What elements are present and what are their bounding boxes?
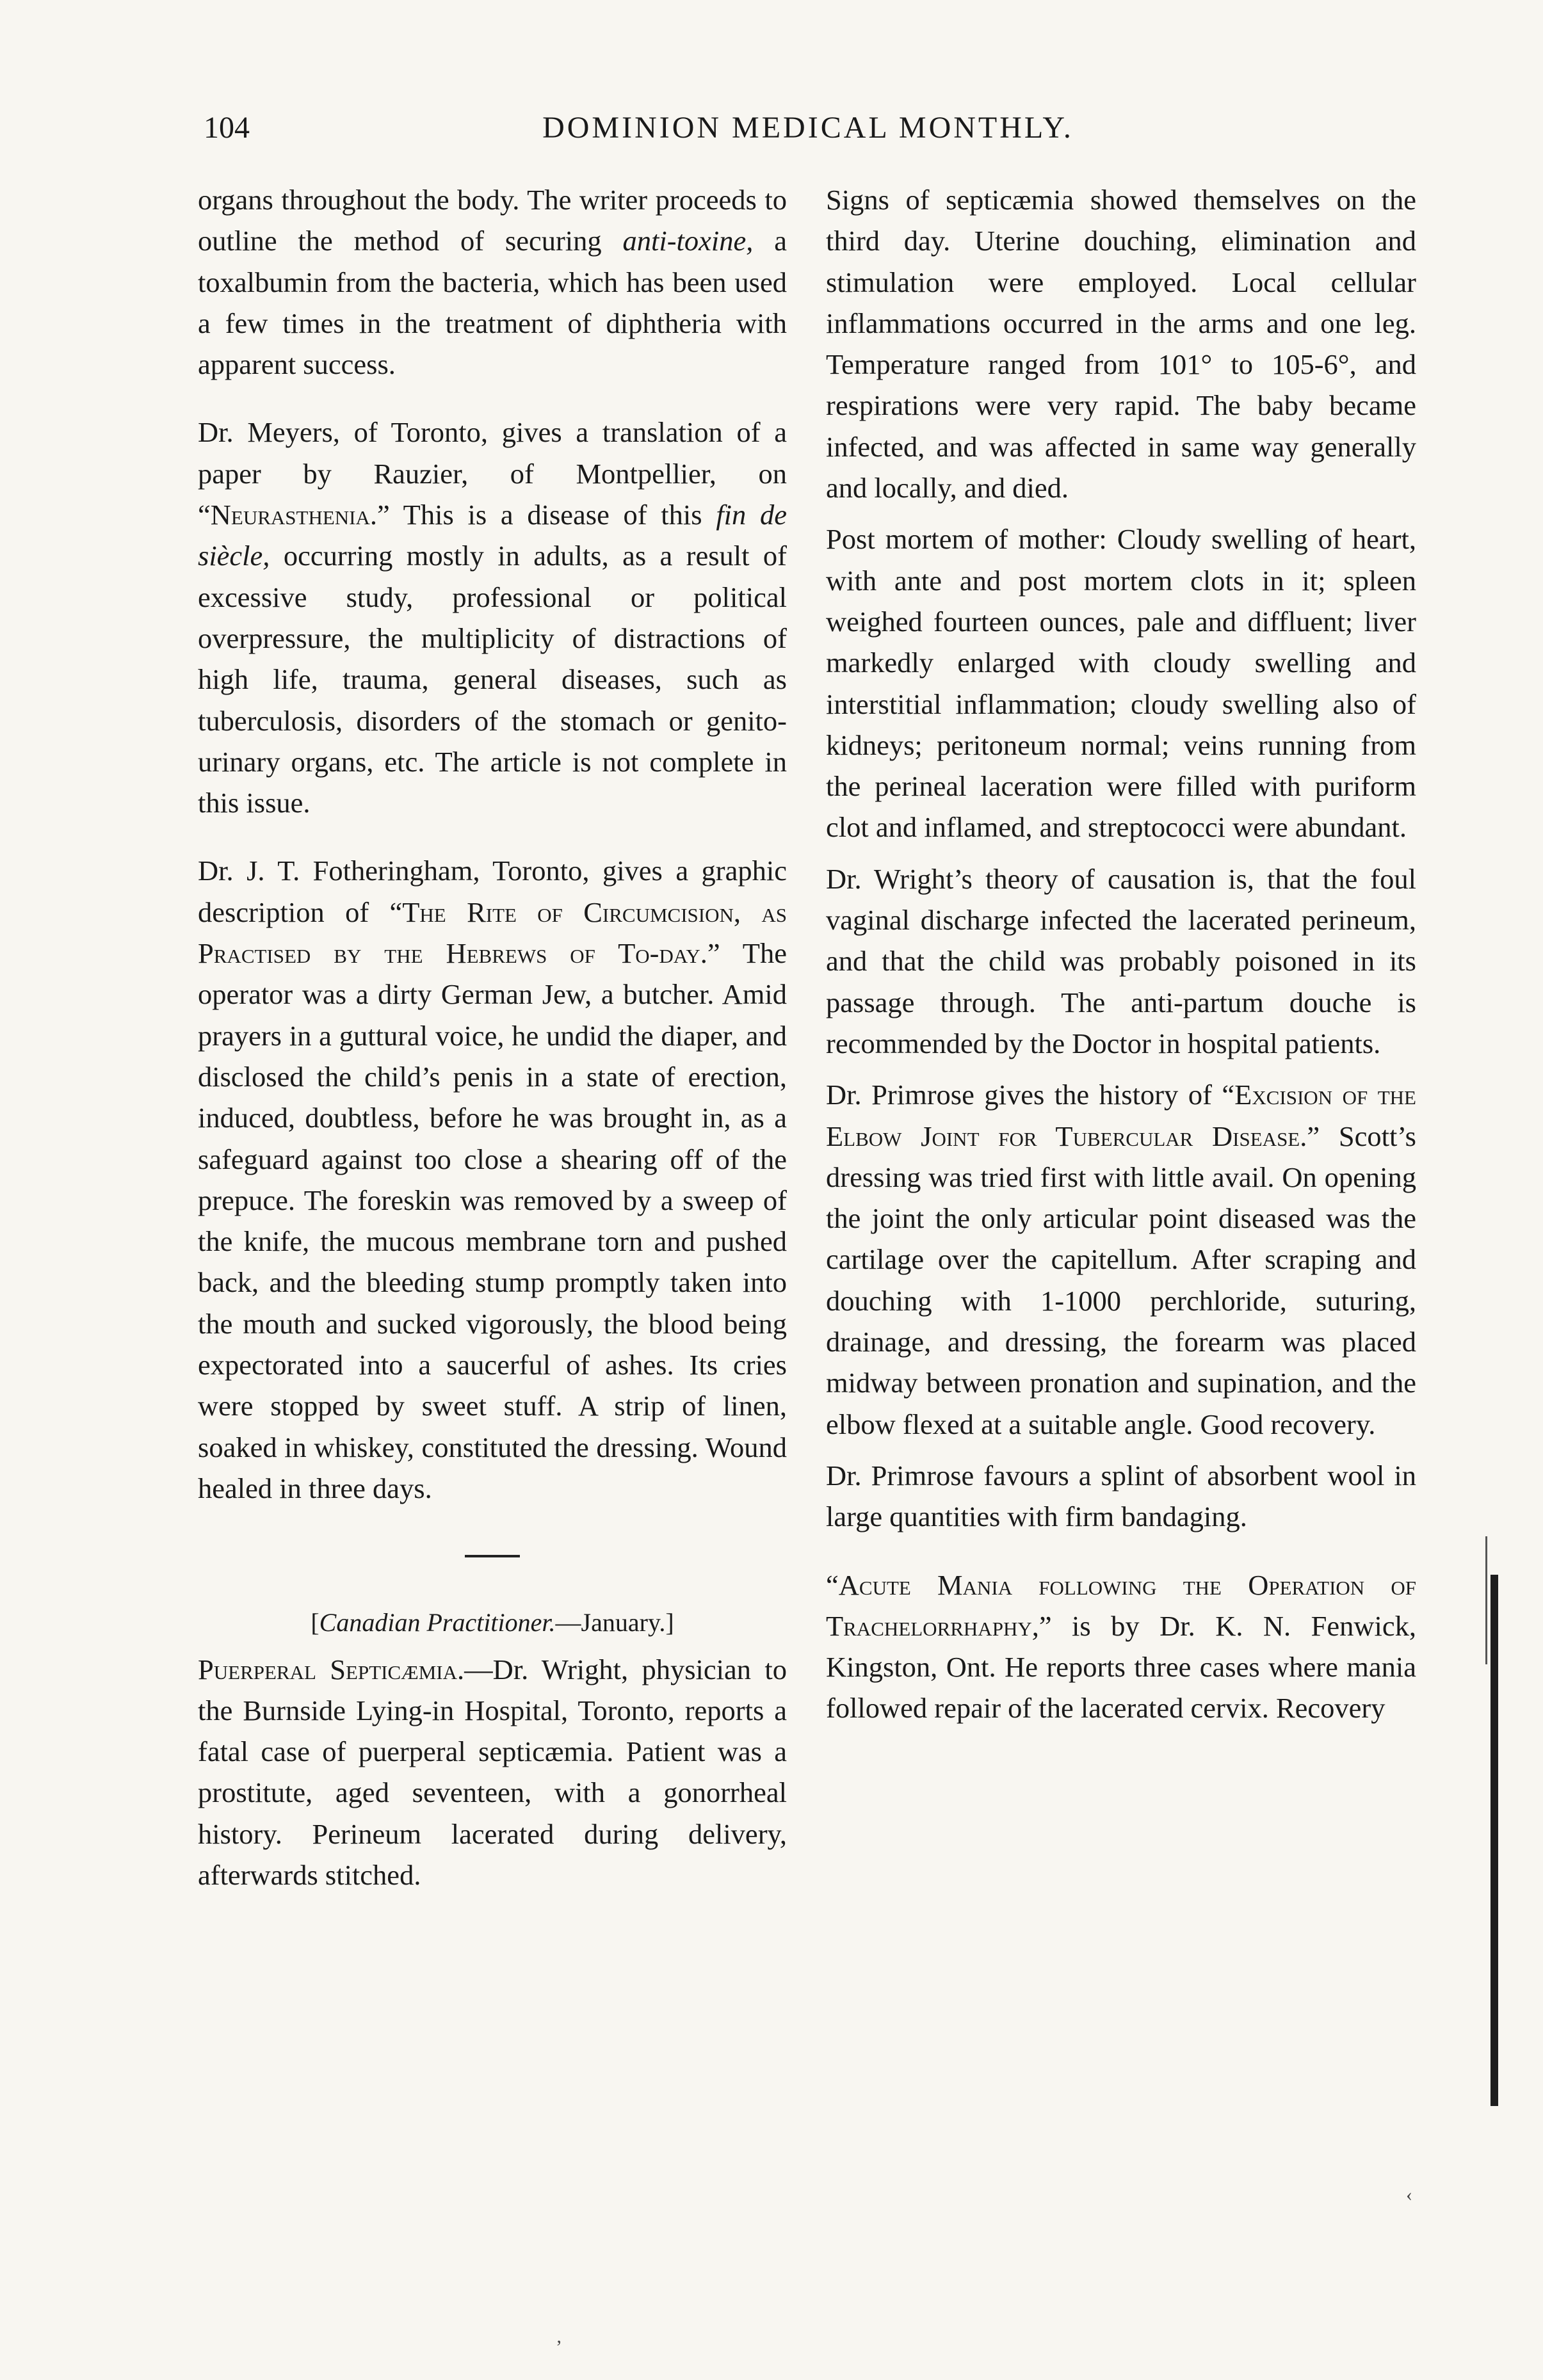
page-number: 104 <box>204 111 250 145</box>
paragraph-elbow-excision: Dr. Primrose gives the history of “Excision of the Elbow Joint for Tubercular Disease.” Scott’s dressing was tried first with little avail. On opening the joint the only articular point diseased was the cartilage over the capitellum. After scraping and douching with 1-1000 perchloride, suturing, drainage, and dressing, the forearm was placed midway between pronation and supination, and the elbow flexed at a suitable angle. Good recovery. <box>826 1079 1416 1440</box>
paragraph-puerperal-septicaemia: Puerperal Septicæmia.—Dr. Wright, physician to the Burnside Lying-in Hospital, Toronto, reports a fatal case of puerperal septicæmia. Patient was a prostitute, aged seventeen, with a gonorrheal history. Perineum lacerated during delivery, afterwards stitched. <box>198 1653 787 1891</box>
right-column <box>826 179 1416 1729</box>
paragraph-circumcision: Dr. J. T. Fotheringham, Toronto, gives a graphic description of “The Rite of Circumcision, as Practised by the Hebrews of To-day.” The operator was a dirty German Jew, a butcher. Amid prayers in a guttural voice, he undid the diaper, and disclosed the child’s penis in a state of erection, induced, doubtless, before he was brought in, as a safeguard against too close a shearing off of the prepuce. The foreskin was removed by a sweep of the knife, the mucous membrane torn and pushed back, and the bleeding stump promptly taken into the mouth and sucked vigorously, the blood being expectorated into a saucerful of ashes. Its cries were stopped by sweet stuff. A strip of linen, soaked in whiskey, constituted the dressing. Wound healed in three days. <box>198 855 787 1504</box>
paragraph-splint: Dr. Primrose favours a splint of absorbent wool in large quantities with firm bandaging. <box>826 1459 1416 1533</box>
paragraph-causation-theory: Dr. Wright’s theory of causation is, that the foul vaginal discharge infected the lacerated perineum, and that the child was probably poisoned in its passage through. The anti-partum douche is recommended by the Doctor in hospital patients. <box>826 862 1416 1059</box>
paragraph-antitoxine: organs throughout the body. The writer proceeds to outline the method of securing anti-toxine, a toxalbumin from the bacteria, which has been used a few times in the treatment of diphtheria with apparent success. <box>198 184 787 381</box>
scan-speck: ’ <box>556 2336 562 2358</box>
paragraph-septicaemia-signs: Signs of septicæmia showed themselves on the third day. Uterine douching, elimination and stimulation were employed. Local cellular inflammations occurred in the arms and one leg. Temperature ranged from 101° to 105-6°, and respirations were very rapid. The baby became infected, and was affected in same way generally and locally, and died. <box>826 184 1416 504</box>
source-citation: [Canadian Practitioner.—January.] <box>311 1608 674 1637</box>
scan-margin-line <box>1485 1536 1487 1664</box>
paragraph-acute-mania: “Acute Mania following the Operation of Trachelorrhaphy,” is by Dr. K. N. Fenwick, Kingston, Ont. He reports three cases where mania followed repair of the lacerated cervix. Recovery <box>826 1568 1416 1725</box>
scan-binding-mark <box>1490 1575 1498 2106</box>
paragraph-neurasthenia: Dr. Meyers, of Toronto, gives a translation of a paper by Rauzier, of Montpellier, on “Neurasthenia.” This is a disease of this fin de siècle, occurring mostly in adults, as a result of excessive study, professional or political overpressure, the multiplicity of distractions of high life, trauma, general diseases, such as tuberculosis, disorders of the stomach or genito-urinary organs, etc. The article is not complete in this issue. <box>198 416 787 819</box>
scan-speck: ‹ <box>1406 2184 1412 2205</box>
running-head: DOMINION MEDICAL MONTHLY. <box>542 111 1074 145</box>
page-header <box>204 110 1412 161</box>
left-column <box>198 179 787 1895</box>
section-divider <box>465 1555 520 1557</box>
paragraph-post-mortem: Post mortem of mother: Cloudy swelling of heart, with ante and post mortem clots in it; spleen weighed fourteen ounces, pale and diffluent; liver markedly enlarged with cloudy swelling and interstitial inflammation; cloudy swelling also of kidneys; peritoneum normal; veins running from the perineal laceration were filled with puriform clot and inflamed, and streptococci were abundant. <box>826 523 1416 844</box>
